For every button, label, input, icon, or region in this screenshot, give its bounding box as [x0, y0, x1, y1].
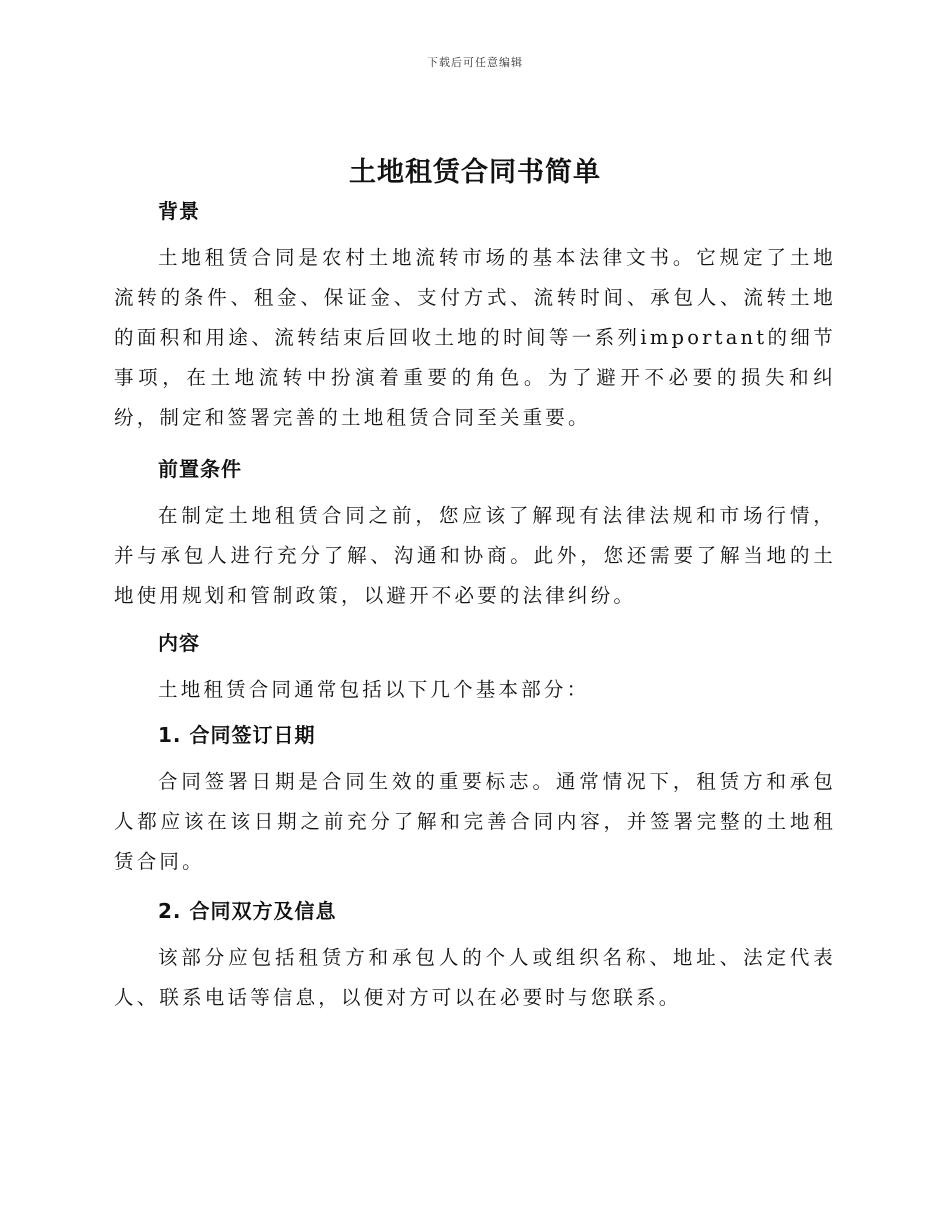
- item-heading-signing-date: 1. 合同签订日期: [158, 723, 316, 747]
- header-note: 下载后可任意编辑: [427, 56, 523, 69]
- content-intro-paragraph: 土地租赁合同通常包括以下几个基本部分：: [158, 678, 590, 701]
- document-body: [114, 196, 836, 1032]
- document-title: 土地租赁合同书简单: [349, 157, 601, 188]
- preconditions-paragraph: 在制定土地租赁合同之前，您应该了解现有法律法规和市场行情，并与承包人进行充分了解、沟通和协商。此外，您还需要了解当地的土地使用规划和管制政策，以避开不必要的法律纠纷。: [114, 504, 836, 607]
- item-paragraph-signing-date: 合同签署日期是合同生效的重要标志。通常情况下，租赁方和承包人都应该在该日期之前充分了解和完善合同内容，并签署完整的土地租赁合同。: [114, 770, 836, 873]
- section-heading-preconditions: 前置条件: [158, 457, 242, 481]
- item-paragraph-parties-info: 该部分应包括租赁方和承包人的个人或组织名称、地址、法定代表人、联系电话等信息，以便对方可以在必要时与您联系。: [114, 946, 836, 1009]
- item-heading-parties-info: 2. 合同双方及信息: [158, 899, 337, 923]
- section-heading-content: 内容: [158, 631, 200, 655]
- background-paragraph: 土地租赁合同是农村土地流转市场的基本法律文书。它规定了土地流转的条件、租金、保证金、支付方式、流转时间、承包人、流转土地的面积和用途、流转结束后回收土地的时间等一系列important的细节事项，在土地流转中扮演着重要的角色。为了避开不必要的损失和纠纷，制定和签署完善的土地租赁合同至关重要。: [114, 246, 836, 429]
- section-heading-background: 背景: [158, 199, 200, 223]
